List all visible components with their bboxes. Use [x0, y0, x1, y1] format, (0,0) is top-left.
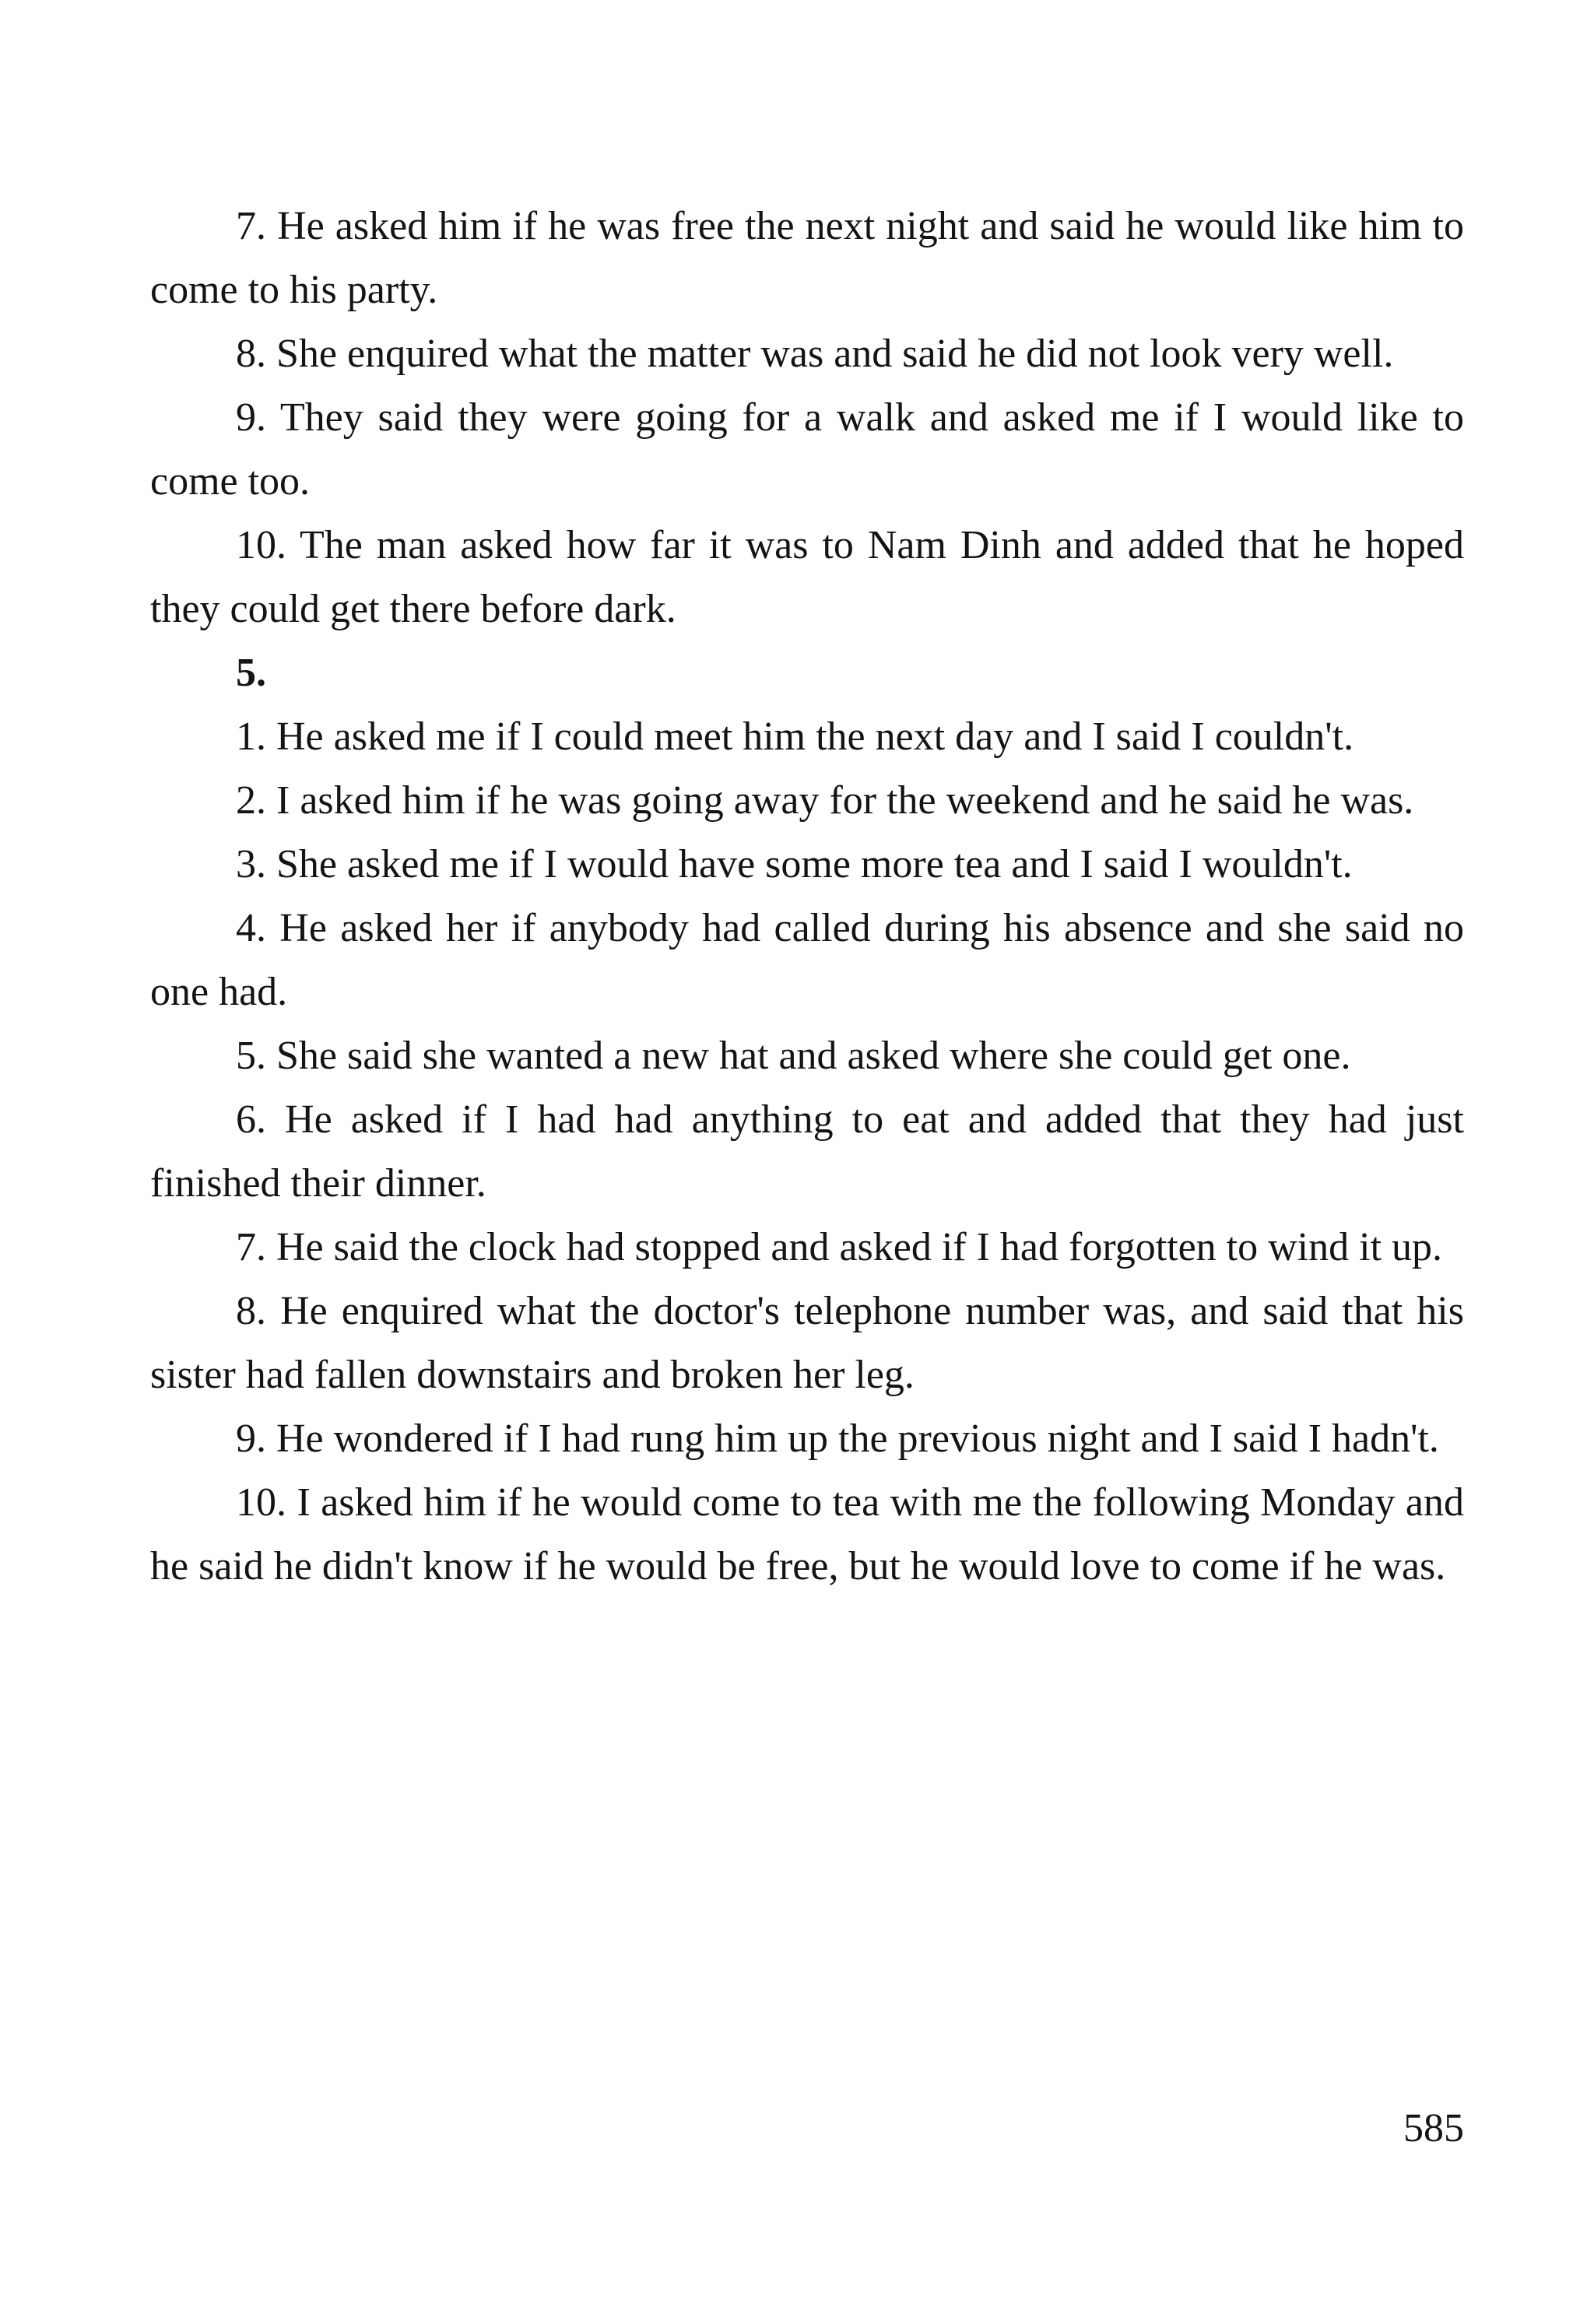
answer-item: 6. He asked if I had had anything to eat and added that they had just finished their dinner. — [150, 1097, 1464, 1206]
answer-item: 9. They said they were going for a walk and asked me if I would like to come too. — [150, 395, 1464, 504]
answer-item: 5. She said she wanted a new hat and asked where she could get one. — [236, 1034, 1351, 1078]
answer-item: 1. He asked me if I could meet him the next day and I said I couldn't. — [236, 714, 1354, 759]
answer-text — [150, 195, 1464, 1599]
answer-item: 7. He asked him if he was free the next night and said he would like him to come to his party. — [150, 204, 1464, 312]
answer-item: 10. The man asked how far it was to Nam Dinh and added that he hoped they could get there before dark. — [150, 523, 1464, 631]
answer-item: 8. He enquired what the doctor's telephone number was, and said that his sister had fallen downstairs and broken her leg. — [150, 1289, 1464, 1397]
answer-item: 8. She enquired what the matter was and said he did not look very well. — [236, 332, 1394, 376]
answer-item: 10. I asked him if he would come to tea with me the following Monday and he said he didn't know if he would be free, but he would love to come if he was. — [150, 1480, 1464, 1589]
section-heading: 5. — [236, 651, 266, 695]
answer-item: 4. He asked her if anybody had called during his absence and she said no one had. — [150, 906, 1464, 1014]
page-number: 585 — [1403, 2106, 1464, 2150]
answer-item: 2. I asked him if he was going away for the weekend and he said he was. — [236, 778, 1414, 823]
answer-item: 7. He said the clock had stopped and asked if I had forgotten to wind it up. — [236, 1225, 1443, 1269]
answer-item: 3. She asked me if I would have some more tea and I said I wouldn't. — [236, 842, 1353, 886]
answer-item: 9. He wondered if I had rung him up the previous night and I said I hadn't. — [236, 1417, 1439, 1461]
